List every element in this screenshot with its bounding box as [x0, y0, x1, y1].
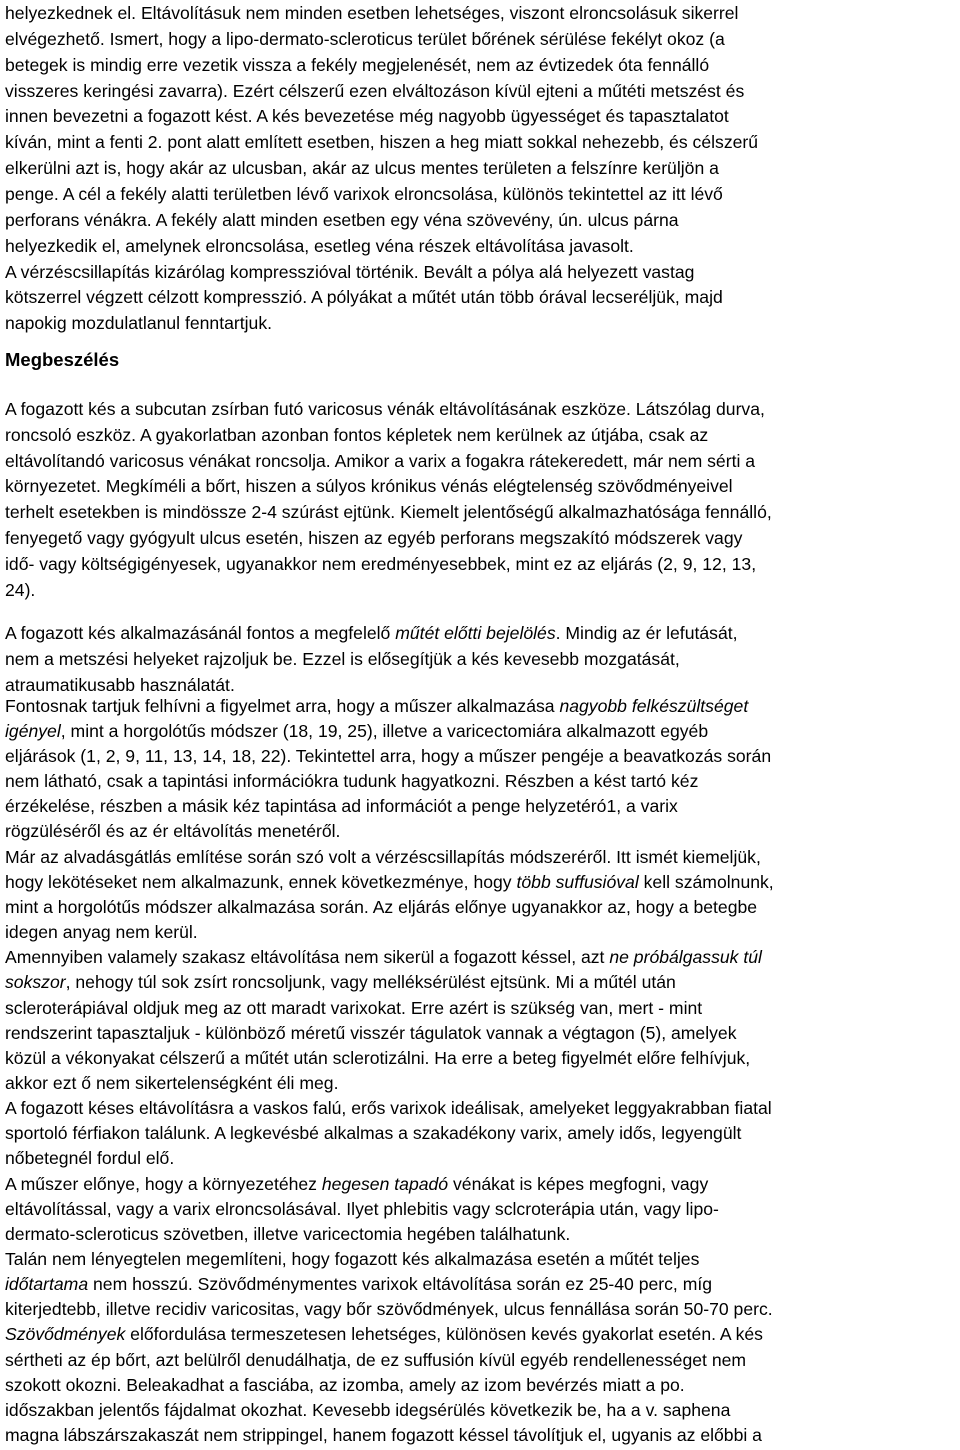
text-line: időszakban jelentős fájdalmat okozhat. Kevesebb idegsérülés következik be, ha a v. saphena: [5, 1400, 731, 1420]
text-line: helyezkednek el. Eltávolításuk nem minden esetben lehetséges, viszont elroncsolásuk sikerrel: [5, 3, 739, 23]
text-run: nem hosszú. Szövődménymentes varixok eltávolítása során ez 25-40 perc, míg: [88, 1274, 713, 1294]
text-line: terhelt esetekben is mindössze 2-4 szúrást ejtünk. Kiemelt jelentőségű alkalmazhatósága fennálló,: [5, 502, 772, 522]
text-line: [5, 693, 748, 719]
text-line: idő- vagy költségigényesek, ugyanakkor nem eredményesebbek, mint ez az eljárás (2, 9, 12, 13,: [5, 554, 757, 574]
text-line: A vérzéscsillapítás kizárólag kompresszióval történik. Bevált a pólya alá helyezett vastag: [5, 262, 695, 282]
emphasis: hegesen tapadó: [321, 1174, 449, 1194]
text-line: [5, 620, 738, 646]
text-line: betegek is mindig erre vezetik vissza a fekély megjelenését, nem az évtizedek óta fennálló: [5, 55, 710, 75]
text-line: helyezkedik el, amelynek elroncsolása, esetleg véna részek eltávolítása javasolt.: [5, 236, 634, 256]
text-line: mint a horgolótűs módszer alkalmazása során. Az eljárás előnye ugyanakkor az, hogy a betegbe: [5, 897, 758, 917]
text-line: perforans vénákra. A fekély alatt minden esetben egy véna szövevény, ún. ulcus párna: [5, 210, 679, 230]
text-line: atraumatikusabb használatát.: [5, 675, 235, 695]
text-line: elkerülni azt is, hogy akár az ulcusban, akár az ulcus mentes területen a felszínre kerüljön a: [5, 158, 719, 178]
text-run: vénákat is képes megfogni, vagy: [448, 1174, 709, 1194]
text-line: A fogazott késes eltávolításra a vaskos falú, erős varixok ideálisak, amelyeket leggyakrabban fiatal: [5, 1098, 772, 1118]
text-line: magna lábszárszakaszát nem strippingel, hanem fogazott késsel távolítjuk el, ugyanis az előbbi a: [5, 1425, 762, 1445]
text-line: érzékelése, részben a másik kéz tapintása ad információt a penge helyzetéró1, a varix: [5, 796, 678, 816]
text-line: nőbetegnél fordul elő.: [5, 1148, 175, 1168]
text-line: kiterjedtebb, illetve recidiv varicositas, vagy bőr szövődmények, ulcus fennállása során 50-70 perc.: [5, 1299, 773, 1319]
text-line: roncsoló eszköz. A gyakorlatban azonban fontos képletek nem kerülnek az útjába, csak az: [5, 425, 709, 445]
text-line: rögzüléséről és az ér eltávolítás menetéről.: [5, 821, 341, 841]
emphasis: műtét előtti bejelölés: [395, 623, 556, 643]
text-run: A műszer előnye, hogy a környezetéhez: [5, 1174, 322, 1194]
text-line: [5, 1271, 712, 1297]
text-line: elvégezhető. Ismert, hogy a lipo-dermato-scleroticus terület bőrének sérülése fekélyt okoz (a: [5, 29, 725, 49]
text-run: Amennyiben valamely szakasz eltávolítása nem sikerül a fogazott késsel, azt: [5, 947, 610, 967]
text-line: [5, 969, 676, 995]
emphasis: sokszor: [5, 972, 66, 992]
text-line: sértheti az ép bőrt, azt belülről denudálhatja, de ez suffusión kívül egyéb rendellenességet nem: [5, 1350, 747, 1370]
text-line: eljárások (1, 2, 9, 11, 13, 14, 18, 22). Tekintettel arra, hogy a műszer pengéje a beavatkozás során: [5, 746, 772, 766]
text-line: Talán nem lényegtelen megemlíteni, hogy fogazott kés alkalmazása esetén a műtét teljes: [5, 1249, 700, 1269]
text-run: . Mindig az ér lefutását,: [555, 623, 738, 643]
text-run: A fogazott kés alkalmazásánál fontos a megfelelő: [5, 623, 396, 643]
text-line: 24).: [5, 580, 36, 600]
text-line: fenyegető vagy gyógyult ulcus esetén, hiszen az egyéb perforans megszakító módszerek vagy: [5, 528, 743, 548]
text-line: nem a metszési helyeket rajzoljuk be. Ezzel is elősegítjük a kés kevesebb mozgatását,: [5, 649, 680, 669]
text-line: rendszerint tapasztaljuk - különböző méretű visszér tágulatok vannak a végtagon (5), amelyek: [5, 1023, 737, 1043]
text-line: [5, 1321, 763, 1347]
text-line: innen bevezetni a fogazott kést. A kés bevezetése még nagyobb ügyességet és tapasztalatot: [5, 106, 729, 126]
text-line: napokig mozdulatlanul fenntartjuk.: [5, 313, 273, 333]
emphasis: Szövődmények: [5, 1324, 126, 1344]
text-run: előfordulása termeszetesen lehetséges, különösen kevés gyakorlat esetén. A kés: [125, 1324, 763, 1344]
text-line: nem látható, csak a tapintási információkra tudunk hagyatkozni. Részben a kést tartó kéz: [5, 771, 699, 791]
emphasis: ne próbálgassuk túl: [609, 947, 762, 967]
text-line: sportoló férfiakon találunk. A legkevésbé alkalmas a szakadékony varix, amely idős, legyengült: [5, 1123, 742, 1143]
text-line: kíván, mint a fenti 2. pont alatt említett esetben, hiszen a heg miatt sokkal nehezebb, és célszerű: [5, 132, 759, 152]
text-line: [5, 1171, 708, 1197]
text-line: [5, 718, 708, 744]
text-run: kell számolnunk,: [638, 872, 774, 892]
text-line: eltávolítandó varicosus vénákat roncsolja. Amikor a varix a fogakra rátekeredett, már nem sérti a: [5, 451, 756, 471]
text-run: , nehogy túl sok zsírt roncsoljunk, vagy melléksérülést ejtsünk. Mi a műtél után: [65, 972, 676, 992]
emphasis: igényel: [5, 721, 61, 741]
text-line: szokott okozni. Beleakadhat a fasciába, az izomba, amely az izom bevérzés miatt a po.: [5, 1375, 685, 1395]
text-line: visszeres keringési zavarra). Ezért célszerű ezen elváltozáson kívül ejteni a műtéti metszést és: [5, 81, 745, 101]
emphasis: időtartama: [5, 1274, 89, 1294]
text-run: Fontosnak tartjuk felhívni a figyelmet arra, hogy a műszer alkalmazása: [5, 696, 560, 716]
text-line: dermato-scleroticus szövetben, illetve varicectomia hegében találhatunk.: [5, 1224, 571, 1244]
text-line: kötszerrel végzett célzott kompresszió. A pólyákat a műtét után több órával lecseréljük, majd: [5, 287, 723, 307]
text-line: Már az alvadásgátlás említése során szó volt a vérzéscsillapítás módszeréről. Itt ismét kiemeljük,: [5, 847, 761, 867]
emphasis: nagyobb felkészültséget: [559, 696, 749, 716]
section-heading: Megbeszélés: [5, 349, 120, 370]
text-run: hogy lekötéseket nem alkalmazunk, ennek következménye, hogy: [5, 872, 517, 892]
text-line: [5, 869, 774, 895]
text-line: közül a vékonyakat célszerű a műtét után sclerotizálni. Ha erre a beteg figyelmét előre felhívjuk,: [5, 1048, 751, 1068]
text-line: idegen anyag nem kerül.: [5, 922, 198, 942]
text-line: eltávolítással, vagy a varix elroncsolásával. Ilyet phlebitis vagy sclcroterápia után, vagy lipo-: [5, 1199, 719, 1219]
emphasis: több suffusióval: [516, 872, 639, 892]
text-run: , mint a horgolótűs módszer (18, 19, 25), illetve a varicectomiára alkalmazott egyéb: [60, 721, 709, 741]
text-line: penge. A cél a fekély alatti területben lévő varixok elroncsolása, különös tekintettel az itt lévő: [5, 184, 723, 204]
text-line: [5, 944, 762, 970]
text-line: környezetet. Megkíméli a bőrt, hiszen a súlyos krónikus vénás elégtelenség szövődményeivel: [5, 476, 733, 496]
text-line: A fogazott kés a subcutan zsírban futó varicosus vénák eltávolításának eszköze. Látszólag durva,: [5, 399, 765, 419]
text-line: akkor ezt ő nem sikertelenségként éli meg.: [5, 1073, 339, 1093]
text-line: scleroterápiával oldjuk meg az ott maradt varixokat. Erre azért is szükség van, mert - mint: [5, 998, 703, 1018]
